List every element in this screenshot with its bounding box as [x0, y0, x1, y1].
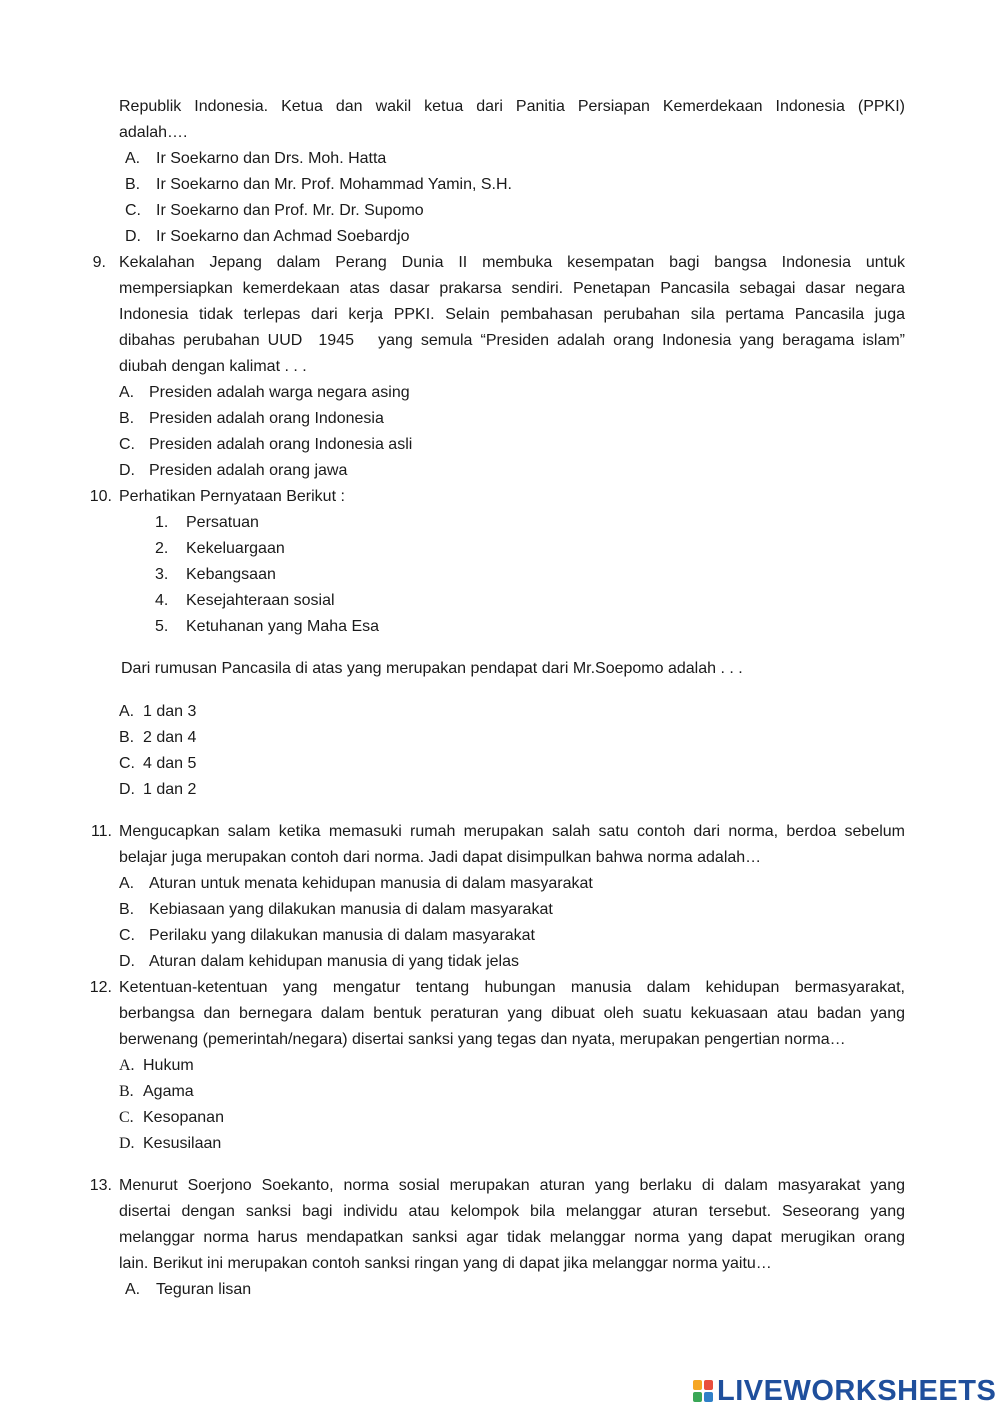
question-8-stem [119, 94, 905, 146]
question-number: 9. [92, 254, 106, 271]
logo-square [704, 1380, 713, 1390]
worksheet-page: Republik Indonesia. Ketua dan wakil ketua dari Panitia Persiapan Kemerdekaan Indonesia (PPKI) adalah…. A. Ir Soekarno dan Drs. Moh. Hatta B. Ir Soekarno dan Mr. Prof. Mohammad Yamin, S.H. C. Ir Soekarno dan Prof. Mr. Dr. Supomo D. Ir Soekarno dan Achmad Soebardjo 9. Kekalahan Jepang dalam Perang Dunia II membuka kesempatan bagi bangsa Indonesia untuk mempersiapkan kemerdekaan atas dasar prakarsa sendiri. Penetapan Pancasila sebagai dasar negara Indonesia tidak terlepas dari kerja PPKI. Selain pembahasan perubahan sila pertama Pancasila juga dibahas perubahan UUD 1945 yang semula “Presiden adalah orang Indonesia yang beragama islam” diubah dengan kalimat . . . A. Presiden adalah warga negara asing B. Presiden adalah orang Indonesia C. Presiden adalah orang Indonesia asli D. Presiden adalah orang jawa 10. Perhatikan Pernyataan Berikut : 1. Persatuan 2. Kekeluargaan 3. Kebangsaan 4. Kesejahteraan sosial 5. Ketuhanan yang Maha Esa Dari rumusan Pancasila di atas yang merupakan pendapat dari Mr.Soepomo adalah . . . A. 1 dan 3 B. 2 dan 4 C. 4 dan 5 D. 1 dan 2 11. Mengucapkan salam ketika memasuki rumah merupakan salah satu contoh dari norma, berdoa sebelum belajar juga merupakan contoh dari norma. Jadi dapat disimpulkan bahwa norma adalah… A. Aturan untuk menata kehidupan manusia di dalam masyarakat B. Kebiasaan yang dilakukan manusia di dalam masyarakat C. Perilaku yang dilakukan manusia di dalam masyarakat D. Aturan dalam kehidupan manusia di yang tidak jelas 12. Ketentuan-ketentuan yang mengatur tentang hubungan manusia dalam kehidupan bermasyarakat, berbangsa dan bernegara dalam bentuk peraturan yang dibuat oleh suatu kekuasaan atau badan yang berwenang (pemerintah/negara) disertai sanksi yang tegas dan nyata, merupakan pengertian norma… A. Hukum B. Agama C. Kesopanan D. Kesusilaan 13. Menurut Soerjono Soekanto, norma sosial merupakan aturan yang berlaku di dalam masyarakat yang disertai dengan sanksi bagi individu atau kelompok bila melanggar aturan tersebut. Seseorang yang melanggar norma harus mendapatkan sanksi agar tidak melanggar norma yang dapat merugikan orang lain. Berikut ini merupakan contoh sanksi ringan yang di dapat jika melanggar norma yaitu… A. Teguran lisan LIVEWORKSHEETS [0, 0, 1000, 1414]
logo-square [704, 1392, 713, 1402]
question-number: 10. [89, 488, 112, 505]
question-number: 13. [89, 1177, 112, 1194]
question-9-stem: Kekalahan Jepang dalam Perang Dunia II membuka kesempatan bagi bangsa Indonesia untuk mempersiapkan kemerdekaan atas dasar prakarsa sendiri. Penetapan Pancasila sebagai dasar negara Indonesia tidak terlepas dari kerja PPKI. Selain pembahasan perubahan sila pertama Pancasila juga dibahas perubahan UUD 1945 yang semula “Presiden adalah orang Indonesia yang beragama islam” diubah dengan kalimat . . . [119, 254, 905, 375]
question-8-stem-line: Republik Indonesia. Ketua dan wakil ketua dari Panitia Persiapan Kemerdekaan Indonesia (PPKI) [119, 98, 905, 115]
question-10-prompt: Dari rumusan Pancasila di atas yang merupakan pendapat dari Mr.Soepomo adalah . . . [121, 660, 743, 677]
question-8-stem-line: adalah…. [119, 124, 188, 141]
logo-text: LIVEWORKSHEETS [717, 1375, 997, 1407]
logo-square [693, 1392, 702, 1402]
question-13-stem: Menurut Soerjono Soekanto, norma sosial merupakan aturan yang berlaku di dalam masyarakat yang disertai dengan sanksi bagi individu atau kelompok bila melanggar aturan tersebut. Seseorang yang melanggar norma harus mendapatkan sanksi agar tidak melanggar norma yang dapat merugikan orang lain. Berikut ini merupakan contoh sanksi ringan yang di dapat jika melanggar norma yaitu… [119, 1177, 905, 1272]
logo-square [693, 1380, 702, 1390]
liveworksheets-logo-icon [693, 1380, 713, 1402]
liveworksheets-logo[interactable] [693, 1376, 996, 1406]
question-12-stem: Ketentuan-ketentuan yang mengatur tentang hubungan manusia dalam kehidupan bermasyarakat, berbangsa dan bernegara dalam bentuk peraturan yang dibuat oleh suatu kekuasaan atau badan yang berwenang (pemerintah/negara) disertai sanksi yang tegas dan nyata, merupakan pengertian norma… [119, 979, 905, 1048]
question-10-stem: Perhatikan Pernyataan Berikut : [119, 488, 345, 505]
question-number: 11. [90, 823, 112, 840]
question-number: 12. [89, 979, 112, 996]
question-11-stem: Mengucapkan salam ketika memasuki rumah merupakan salah satu contoh dari norma, berdoa sebelum belajar juga merupakan contoh dari norma. Jadi dapat disimpulkan bahwa norma adalah… [119, 823, 905, 866]
